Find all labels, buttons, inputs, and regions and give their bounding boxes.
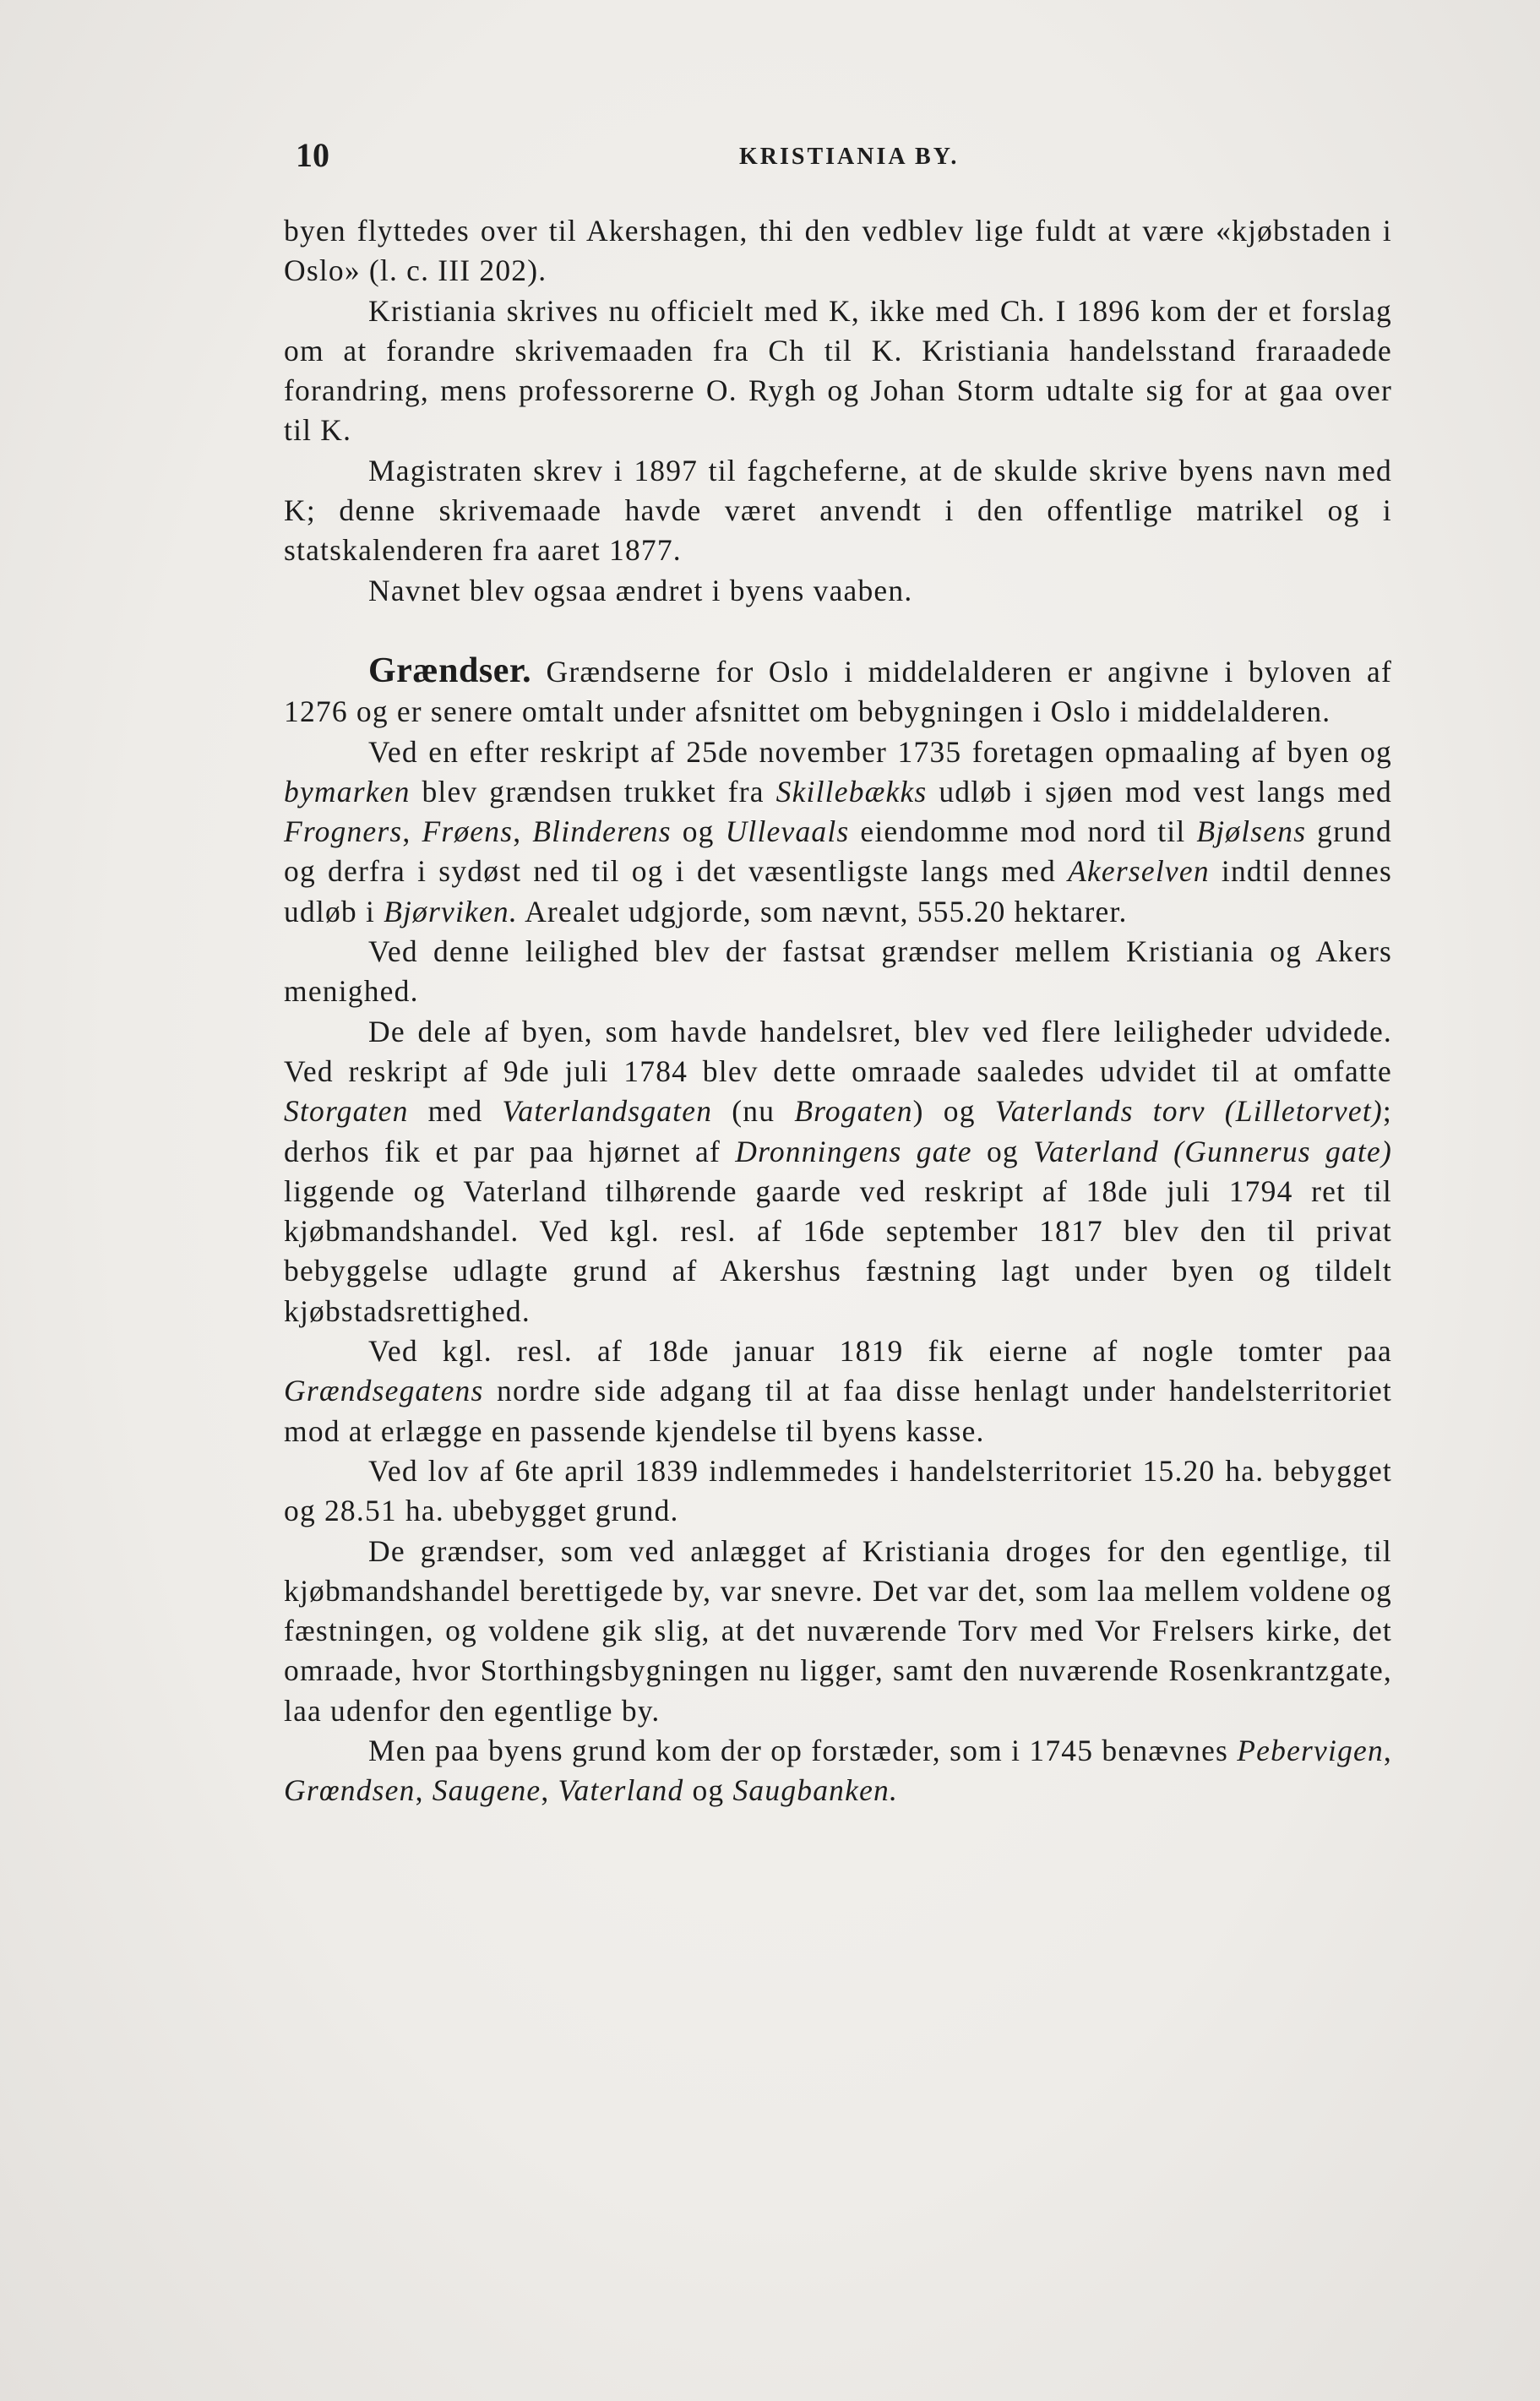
- paragraph-law-1839: Ved lov af 6te april 1839 indlemmedes i handelsterritoriet 15.20 ha. bebygget og 28.51 ha. ubebygget grund.: [284, 1453, 1392, 1528]
- text-run: grund og derfra i sydøst ned til og i det væsentligste langs med: [284, 814, 1392, 889]
- italic-place-name: Vaterland: [558, 1773, 684, 1808]
- paragraph-survey-1735: [284, 732, 1392, 932]
- italic-place-name: Saugene: [432, 1773, 541, 1808]
- paragraph-boundaries-intro: [284, 651, 1392, 732]
- section-gap: [284, 611, 1392, 651]
- paragraph-continuation: byen flyttedes over til Akershagen, thi den vedblev lige fuldt at være «kjøbstaden i Oslo» (l. c. III 202).: [284, 214, 1392, 288]
- section-heading: Grændser.: [368, 651, 532, 690]
- italic-place-name: Bjørviken.: [384, 894, 518, 928]
- paragraph-suburbs: [284, 1731, 1392, 1811]
- italic-place-name: Vaterland (Gunnerus gate): [1033, 1134, 1392, 1168]
- italic-place-name: Frøens: [422, 814, 514, 849]
- italic-place-name: Brogaten: [794, 1094, 913, 1129]
- italic-place-name: Frogners: [284, 814, 403, 849]
- text-run: Men paa byens grund kom der op forstæder, som i 1745 benævnes: [368, 1733, 1238, 1767]
- text-run: Arealet udgjorde, som nævnt, 555.20 hektarer.: [517, 894, 1128, 928]
- text-run: (nu: [712, 1094, 795, 1129]
- text-run: og: [683, 1773, 733, 1808]
- page-number: 10: [296, 136, 329, 174]
- text-run: indtil dennes udløb i: [284, 854, 1392, 928]
- running-title: KRISTIANIA BY.: [739, 144, 960, 170]
- italic-place-name: Ullevaals: [725, 814, 850, 849]
- italic-place-name: Pebervigen: [1237, 1733, 1384, 1767]
- paragraph-magistrate: Magistraten skrev i 1897 til fagcheferne, at de skulde skrive byens navn med K; denne skrivemaade havde været anvendt i den offentlige matrikel og i statskalenderen fra aaret 1877.: [284, 453, 1392, 568]
- text-run: blev grændsen trukket fra: [410, 774, 776, 808]
- paragraph-original-limits: De grændser, som ved anlægget af Kristiania droges for den egentlige, til kjøbmandshandel berettigede by, var snevre. Det var det, som laa mellem voldene og fæstningen, og voldene gik slig, at det nuværende Torv med Vor Frelsers kirke, det omraade, hvor Storthingsbygningen nu ligger, samt den nuværende Rosenkrantzgate, laa udenfor den egentlige by.: [284, 1533, 1392, 1728]
- italic-place-name: Vaterlandsgaten: [502, 1094, 713, 1129]
- italic-place-name: Skillebækks: [775, 774, 928, 808]
- italic-place-name: Grændsegatens: [284, 1374, 484, 1408]
- paragraph-coat-of-arms: Navnet blev ogsaa ændret i byens vaaben.: [368, 573, 913, 607]
- italic-place-name: Vaterlands torv (Lilletorvet): [994, 1094, 1383, 1129]
- text-run: ,: [402, 814, 422, 849]
- text-run: liggende og Vaterland tilhørende gaarde ved reskript af 18de juli 1794 ret til kjøbmandshandel. Ved kgl. resl. af 16de september 1817 blev den til privat bebyggelse udlagte grund af Akershus fæstning lagt under byen og tildelt kjøbstadsrettighed.: [284, 1173, 1392, 1328]
- italic-place-name: Bjølsens: [1196, 814, 1307, 849]
- paragraph-parish-boundary: Ved denne leilighed blev der fastsat grændser mellem Kristiania og Akers menighed.: [284, 934, 1392, 1009]
- text-run: ,: [541, 1773, 558, 1808]
- text-run: ) og: [912, 1094, 995, 1129]
- text-run: De dele af byen, som havde handelsret, blev ved flere leiligheder udvidede. Ved reskript af 9de juli 1784 blev dette omraade saaledes udvidet til at omfatte: [284, 1014, 1392, 1088]
- text-run: udløb i sjøen mod vest langs med: [927, 774, 1392, 808]
- italic-place-name: Storgaten: [284, 1094, 409, 1129]
- text-run: Ved en efter reskript af 25de november 1735 foretagen opmaaling af byen og: [368, 734, 1392, 769]
- paragraph-resolution-1819: [284, 1331, 1392, 1451]
- italic-place-name: Grœndsen: [284, 1773, 416, 1808]
- text-run: og: [971, 1134, 1034, 1168]
- text-run: med: [408, 1094, 503, 1129]
- running-head: [296, 135, 1394, 186]
- italic-place-name: bymarken: [284, 774, 411, 808]
- text-run: ; derhos fik et par paa hjørnet af: [284, 1094, 1392, 1168]
- text-run: ,: [1383, 1733, 1392, 1767]
- paragraph-text: Grændserne for Oslo i middelalderen er angivne i byloven af 1276 og er senere omtalt under afsnittet om bebygningen i Oslo i middelalderen.: [284, 654, 1392, 729]
- body-text: [284, 211, 1392, 1811]
- text-run: eiendomme mod nord til: [849, 814, 1197, 849]
- text-run: nordre side adgang til at faa disse henlagt under handelsterritoriet mod at erlægge en passende kjendelse til byens kasse.: [284, 1374, 1392, 1448]
- paragraph-trade-rights: [284, 1012, 1392, 1331]
- italic-place-name: Dronningens gate: [735, 1134, 972, 1168]
- text-run: ,: [513, 814, 533, 849]
- italic-place-name: Saugbanken.: [732, 1773, 899, 1808]
- italic-place-name: Blinderens: [532, 814, 672, 849]
- text-run: og: [671, 814, 726, 849]
- italic-place-name: Akerselven: [1068, 854, 1210, 889]
- text-run: ,: [415, 1773, 433, 1808]
- paragraph-spelling-reform: Kristiania skrives nu officielt med K, ikke med Ch. I 1896 kom der et forslag om at forandre skrivemaaden fra Ch til K. Kristiania handelsstand fraraadede forandring, mens professorerne O. Rygh og Johan Storm udtalte sig for at gaa over til K.: [284, 293, 1392, 448]
- text-run: Ved kgl. resl. af 18de januar 1819 fik eierne af nogle tomter paa: [368, 1334, 1392, 1369]
